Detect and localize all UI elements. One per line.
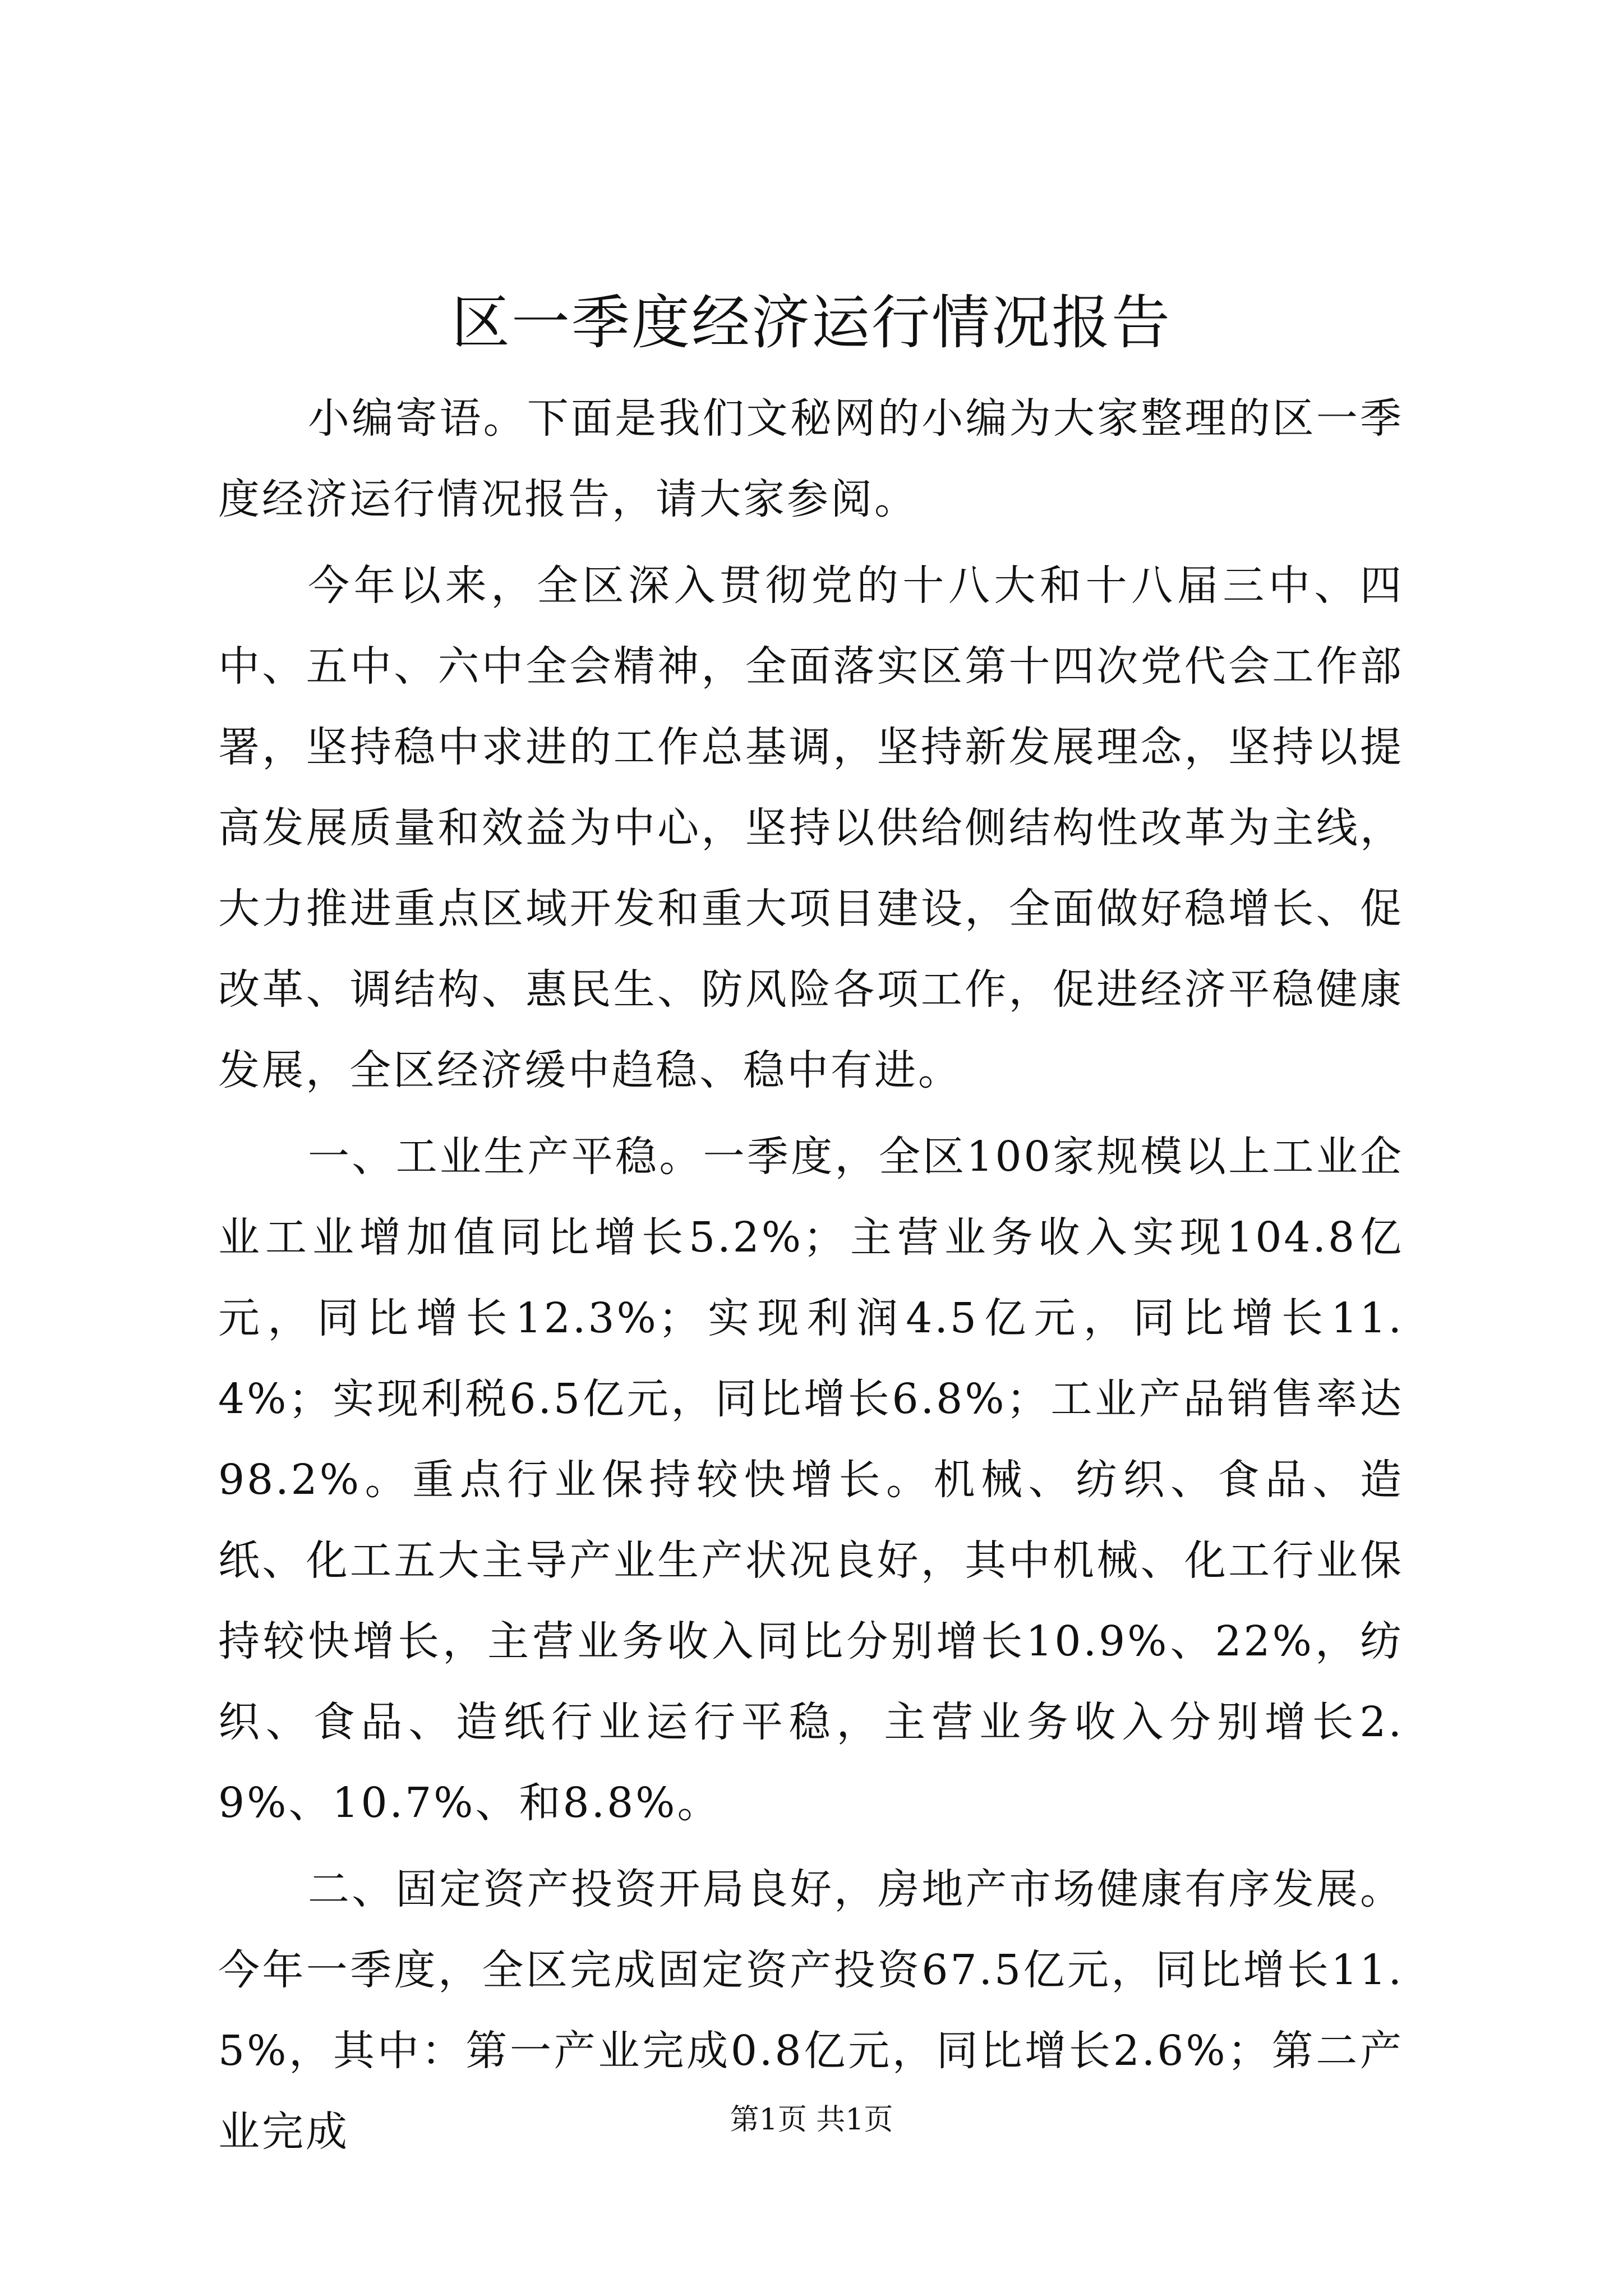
document-body [218, 378, 1404, 2178]
paragraph-investment: 二、固定资产投资开局良好，房地产市场健康有序发展。今年一季度，全区完成固定资产投资67.5亿元，同比增长11.5%，其中：第一产业完成0.8亿元，同比增长2.6%；第二产业完成 [218, 1865, 1404, 2156]
paragraph-intro: 小编寄语。下面是我们文秘网的小编为大家整理的区一季度经济运行情况报告，请大家参阅。 [218, 394, 1404, 523]
page-title: 区一季度经济运行情况报告 [451, 288, 1172, 357]
page-footer: 第1页 共1页 [730, 2103, 893, 2137]
paragraph-overview: 今年以来，全区深入贯彻党的十八大和十八届三中、四中、五中、六中全会精神，全面落实区第十四次党代会工作部署，坚持稳中求进的工作总基调，坚持新发展理念，坚持以提高发展质量和效益为中心，坚持以供给侧结构性改革为主线，大力推进重点区域开发和重大项目建设，全面做好稳增长、促改革、调结构、惠民生、防风险各项工作，促进经济平稳健康发展，全区经济缓中趋稳、稳中有进。 [218, 562, 1404, 1094]
paragraph-industry: 一、工业生产平稳。一季度，全区100家规模以上工业企业工业增加值同比增长5.2%；主营业务收入实现104.8亿元，同比增长12.3%；实现利润4.5亿元，同比增长11.4%；实现利税6.5亿元，同比增长6.8%；工业产品销售率达98.2%。重点行业保持较快增长。机械、纺织、食品、造纸、化工五大主导产业生产状况良好，其中机械、化工行业保持较快增长，主营业务收入同比分别增长10.9%、22%，纺织、食品、造纸行业运行平稳，主营业务收入分别增长2.9%、10.7%、和8.8%。 [218, 1133, 1404, 1827]
